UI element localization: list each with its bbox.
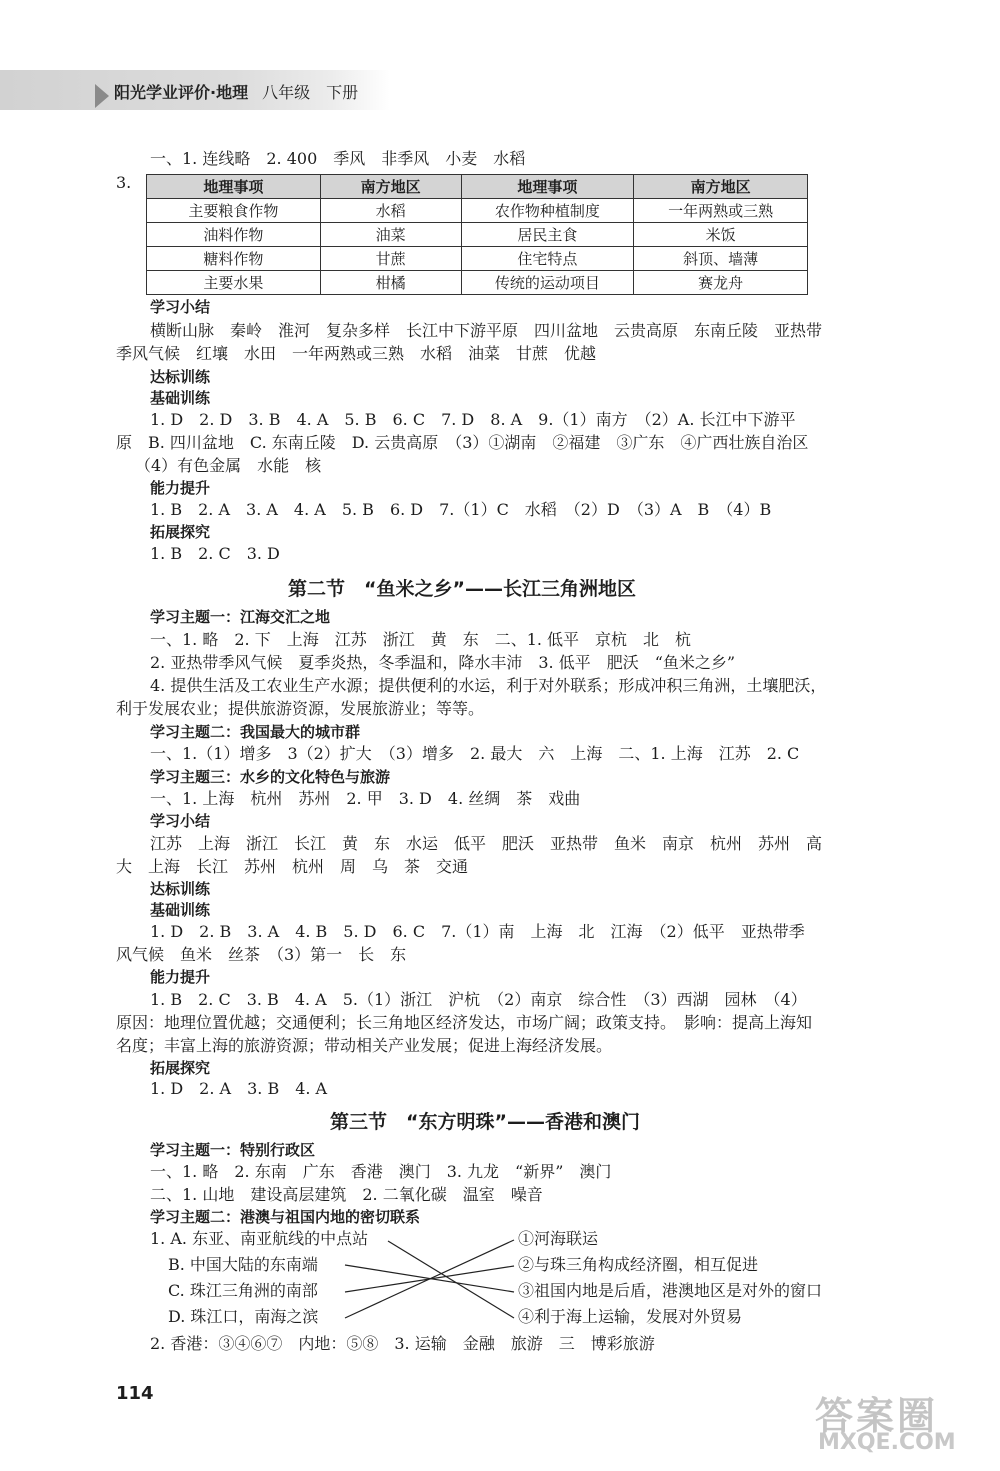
section-title: 第二节 “鱼米之乡”——长江三角洲地区 — [288, 578, 636, 600]
table-cell: 传统的运动项目 — [461, 271, 634, 295]
section-label: 达标训练 — [150, 880, 211, 898]
header-series: 阳光学业评价·地理 — [114, 83, 249, 102]
answer-line: 江苏 上海 浙江 长江 黄 东 水运 低平 肥沃 亚热带 鱼米 南京 杭州 苏州 高 — [150, 834, 823, 853]
section-label: 学习小结 — [150, 298, 211, 316]
answer-line: 风气候 鱼米 丝茶 （3）第一 长 东 — [116, 945, 407, 964]
table-cell: 甘蔗 — [320, 247, 461, 271]
table-cell: 主要水果 — [147, 271, 321, 295]
answer-line: 原因：地理位置优越；交通便利；长三角地区经济发达，市场广阔；政策支持。 影响：提高上海知 — [116, 1013, 813, 1032]
table-cell: 主要粮食作物 — [147, 199, 321, 223]
match-left-item: 1. A. 东亚、南亚航线的中点站 — [150, 1229, 369, 1248]
answer-line: 1. D 2. B 3. A 4. B 5. D 6. C 7.（1）南 上海 北 江海 （2）低平 亚热带季 — [150, 922, 805, 941]
table-cell: 米饭 — [634, 223, 808, 247]
answer-line: 一、1. 略 2. 下 上海 江苏 浙江 黄 东 二、1. 低平 京杭 北 杭 — [150, 630, 692, 649]
table-cell: 水稻 — [320, 199, 461, 223]
answer-line: 利于发展农业；提供旅游资源，发展旅游业；等等。 — [116, 699, 485, 718]
table-cell: 柑橘 — [320, 271, 461, 295]
topic-label: 学习主题一：江海交汇之地 — [150, 608, 331, 626]
table-cell: 油料作物 — [147, 223, 321, 247]
table-cell: 农作物种植制度 — [461, 199, 634, 223]
answer-line: 横断山脉 秦岭 淮河 复杂多样 长江中下游平原 四川盆地 云贵高原 东南丘陵 亚热带 — [150, 321, 823, 340]
section-label: 达标训练 — [150, 368, 211, 386]
subsection-label: 拓展探究 — [150, 1059, 211, 1077]
match-left-item: C. 珠江三角洲的南部 — [168, 1281, 318, 1300]
answer-line: 1. D 2. D 3. B 4. A 5. B 6. C 7. D 8. A 9.（1）南方 （2）A. 长江中下游平 — [150, 410, 796, 429]
match-right-item: ④利于海上运输，发展对外贸易 — [518, 1307, 743, 1326]
answer-line: 一、1. 连线略 2. 400 季风 非季风 小麦 水稻 — [150, 149, 526, 168]
match-right-item: ①河海联运 — [518, 1229, 599, 1248]
section-label: 学习小结 — [150, 812, 211, 830]
topic-label: 学习主题二：我国最大的城市群 — [150, 723, 361, 741]
table-cell: 油菜 — [320, 223, 461, 247]
answer-line: 4. 提供生活及工农业生产水源；提供便利的水运，利于对外联系；形成冲积三角洲，土壤肥沃， — [150, 676, 827, 695]
table-cell: 糖料作物 — [147, 247, 321, 271]
answer-line: （4）有色金属 水能 核 — [135, 456, 322, 475]
answer-line: 2. 亚热带季风气候 夏季炎热，冬季温和，降水丰沛 3. 低平 肥沃 “鱼米之乡” — [150, 653, 736, 672]
table-header: 地理事项 — [147, 175, 321, 199]
answer-line: 2. 香港：③④⑥⑦ 内地：⑤⑧ 3. 运输 金融 旅游 三 博彩旅游 — [150, 1334, 655, 1353]
match-line — [388, 1241, 514, 1318]
watermark-url: MXQE.COM — [818, 1430, 956, 1455]
answer-line: 原 B. 四川盆地 C. 东南丘陵 D. 云贵高原 （3）①湖南 ②福建 ③广东 ④广西壮族自治区 — [116, 433, 809, 452]
table-header: 地理事项 — [461, 175, 634, 199]
table-cell: 赛龙舟 — [634, 271, 808, 295]
watermark-logo: 答案圈 — [815, 1394, 939, 1438]
question-number: 3. — [116, 173, 132, 192]
answer-line: 一、1. 上海 杭州 苏州 2. 甲 3. D 4. 丝绸 茶 戏曲 — [150, 789, 581, 808]
answer-line: 一、1. 略 2. 东南 广东 香港 澳门 3. 九龙 “新界” 澳门 — [150, 1162, 612, 1181]
table-cell: 一年两熟或三熟 — [634, 199, 808, 223]
topic-label: 学习主题一：特别行政区 — [150, 1141, 316, 1159]
subsection-label: 能力提升 — [150, 968, 211, 986]
match-right-item: ②与珠三角构成经济圈，相互促进 — [518, 1255, 759, 1274]
table-header: 南方地区 — [320, 175, 461, 199]
answer-line: 1. B 2. C 3. D — [150, 544, 280, 563]
answer-line: 一、1.（1）增多 3（2）扩大 （3）增多 2. 最大 六 上海 二、1. 上海 江苏 2. C — [150, 744, 800, 763]
answer-line: 1. B 2. C 3. B 4. A 5.（1）浙江 沪杭 （2）南京 综合性 （3）西湖 园林 （4） — [150, 990, 807, 1009]
page-number: 114 — [116, 1383, 154, 1404]
answer-line: 季风气候 红壤 水田 一年两熟或三熟 水稻 油菜 甘蔗 优越 — [116, 344, 597, 363]
answer-line: 名度；丰富上海的旅游资源；带动相关产业发展；促进上海经济发展。 — [116, 1036, 613, 1055]
answer-line: 二、1. 山地 建设高层建筑 2. 二氧化碳 温室 噪音 — [150, 1185, 543, 1204]
match-line — [345, 1240, 514, 1318]
subsection-label: 基础训练 — [150, 901, 211, 919]
topic-label: 学习主题三：水乡的文化特色与旅游 — [150, 768, 391, 786]
section-title: 第三节 “东方明珠”——香港和澳门 — [330, 1111, 640, 1133]
subsection-label: 能力提升 — [150, 479, 211, 497]
table-cell: 斜顶、墙薄 — [634, 247, 808, 271]
table-cell: 住宅特点 — [461, 247, 634, 271]
answer-line: 1. D 2. A 3. B 4. A — [150, 1079, 328, 1098]
answer-line: 1. B 2. A 3. A 4. A 5. B 6. D 7.（1）C 水稻 （2）D （3）A B （4）B — [150, 500, 772, 519]
match-left-item: B. 中国大陆的东南端 — [168, 1255, 318, 1274]
subsection-label: 基础训练 — [150, 389, 211, 407]
subsection-label: 拓展探究 — [150, 523, 211, 541]
answer-line: 大 上海 长江 苏州 杭州 周 乌 茶 交通 — [116, 857, 469, 876]
table-cell: 居民主食 — [461, 223, 634, 247]
header-grade: 八年级 下册 — [262, 83, 359, 102]
table-header: 南方地区 — [634, 175, 808, 199]
match-right-item: ③祖国内地是后盾，港澳地区是对外的窗口 — [518, 1281, 823, 1300]
topic-label: 学习主题二：港澳与祖国内地的密切联系 — [150, 1208, 421, 1226]
match-left-item: D. 珠江口，南海之滨 — [168, 1307, 319, 1326]
